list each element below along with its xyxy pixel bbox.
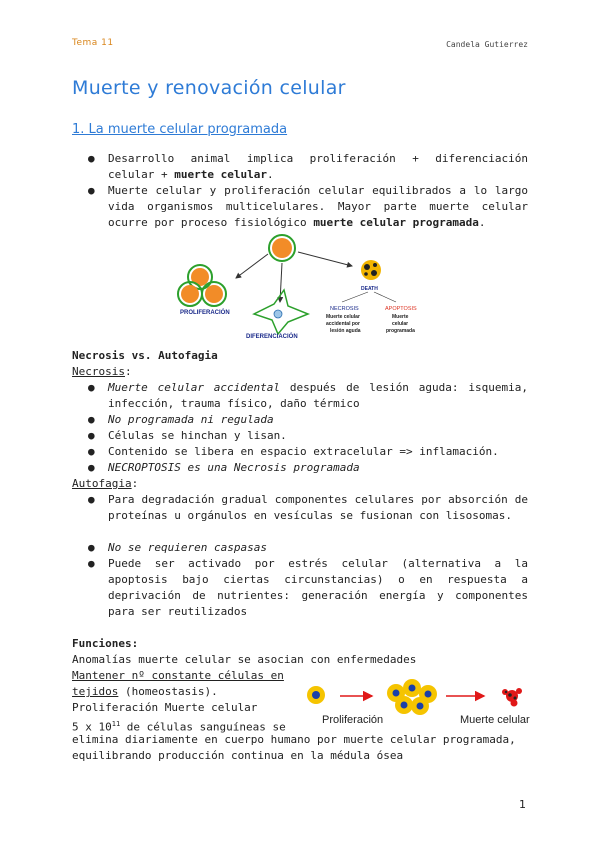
autofagia-subheading (72, 476, 138, 492)
autofagia-label: Autofagia (72, 477, 132, 490)
necrosis-subheading (72, 364, 132, 380)
label-necrosis: NECROSIS (330, 306, 359, 312)
funciones-line-6: elimina diariamente en cuerpo humano por muerte celular programada, (72, 733, 516, 746)
bullet-dot: ● (88, 429, 95, 442)
funciones-line-4: Proliferación Muerte celular (72, 701, 258, 714)
death-branch-left (342, 292, 368, 302)
autofagia-item-2 (88, 540, 528, 556)
bullet-dot: ● (88, 413, 95, 426)
proliferating-cells (178, 265, 226, 306)
bullet-text: Contenido se libera en espacio extracelular => inflamación. (108, 445, 499, 458)
funciones-line-2: Mantener nº constante células en (72, 669, 284, 682)
necrosis-item-1 (88, 380, 528, 412)
necrosis-desc-3: lesión aguda (330, 328, 361, 334)
bullet-text: Desarrollo animal implica proliferación + diferenciación celular + (108, 152, 528, 181)
bullet-text: Muerte celular y proliferación celular equilibrados a lo largo vida organismos multicelulares. Mayor parte muerte celular ocurre por proceso fisiológico (108, 184, 528, 229)
bullet-dot: ● (88, 557, 95, 570)
colon: : (131, 477, 139, 490)
necrosis-item-4 (88, 444, 528, 460)
dead-cell (502, 688, 522, 707)
funciones-line-7: equilibrando producción continua en la médula ósea (72, 749, 404, 762)
necrosis-autofagia-heading: Necrosis vs. Autofagia (72, 349, 218, 362)
bullet-text: Para degradación gradual componentes celulares por absorción de proteínas u orgánulos en vesículas se fusionan con lisosomas. (108, 493, 528, 522)
exponent: 11 (111, 720, 121, 728)
stem-cell (269, 235, 295, 261)
bullet-dot: ● (88, 461, 95, 474)
italic-text: Muerte celular accidental (108, 381, 281, 394)
necrosis-item-5 (88, 460, 528, 476)
bullet-development (88, 151, 528, 183)
header-topic: Tema 11 (72, 38, 114, 48)
tejidos-text: tejidos (72, 685, 119, 698)
cell-fate-diagram (170, 234, 430, 344)
autofagia-item-1 (88, 492, 528, 524)
apoptosis-desc-3: programada (386, 328, 415, 334)
necrosis-desc-2: accidental por (326, 321, 360, 327)
bullet-dot: ● (88, 493, 95, 506)
bullet-dot: ● (88, 152, 95, 165)
document-title: Muerte y renovación celular (72, 77, 346, 99)
page-number: 1 (519, 798, 526, 811)
bullet-text: después de lesión aguda: isquemia, infección, trauma físico, daño térmico (108, 381, 528, 410)
header-author: Candela Gutierrez (446, 40, 528, 49)
number-text: 5 x 10 (72, 720, 112, 734)
necrosis-item-3 (88, 428, 528, 444)
funciones-line-3 (72, 684, 218, 700)
bullet-text: No programada ni regulada (108, 413, 274, 426)
label-diferenciacion: DIFERENCIACIÓN (246, 334, 298, 340)
colon: : (124, 365, 132, 378)
bullet-dot: ● (88, 381, 95, 394)
bullet-text: . (478, 216, 486, 229)
bullet-bold: muerte celular (174, 168, 267, 181)
label-proliferacion: Proliferación (322, 714, 384, 726)
arrow-proliferation (236, 254, 268, 278)
single-cell (307, 686, 325, 704)
bullet-dot: ● (88, 541, 95, 554)
bullet-text: NECROPTOSIS es una Necrosis programada (108, 461, 360, 474)
line-text: de células sanguíneas se (120, 720, 286, 734)
necrosis-desc-1: Muerte celular (326, 314, 360, 320)
bullet-bold: muerte celular programada (313, 216, 479, 229)
funciones-line-1: Anomalías muerte celular se asocian con enfermedades (72, 653, 417, 666)
autofagia-item-3 (88, 556, 528, 620)
necrosis-label: Necrosis (72, 365, 125, 378)
bullet-dot: ● (88, 445, 95, 458)
label-apoptosis: APOPTOSIS (385, 306, 417, 312)
proliferated-cells (387, 679, 437, 715)
apoptosis-desc-1: Muerte (392, 314, 409, 320)
bullet-dot: ● (88, 184, 95, 197)
blood-cell-diagram (300, 676, 530, 726)
bullet-text: No se requieren caspasas (108, 541, 267, 554)
homeostasis-text: (homeostasis). (118, 685, 218, 698)
bullet-text: Puede ser activado por estrés celular (alternativa a la apoptosis bajo ciertas circunstancias) o en respuesta a deprivación de nutrientes: generación energía y componentes para ser reutilizados (108, 557, 528, 618)
funciones-heading: Funciones: (72, 637, 139, 650)
bullet-text: . (266, 168, 274, 181)
bullet-balance (88, 183, 528, 231)
label-muerte-celular: Muerte celular (460, 714, 530, 726)
label-proliferacion: PROLIFERACIÓN (180, 310, 230, 316)
label-death: DEATH (361, 286, 378, 292)
arrow-death (298, 252, 352, 266)
apoptosis-desc-2: celular (392, 321, 409, 327)
differentiated-cell (254, 290, 308, 334)
bullet-text: Células se hinchan y lisan. (108, 429, 287, 442)
dying-cell-icon (361, 260, 381, 280)
section-heading: 1. La muerte celular programada (72, 122, 288, 137)
necrosis-item-2 (88, 412, 528, 428)
death-branch-right (374, 292, 396, 302)
